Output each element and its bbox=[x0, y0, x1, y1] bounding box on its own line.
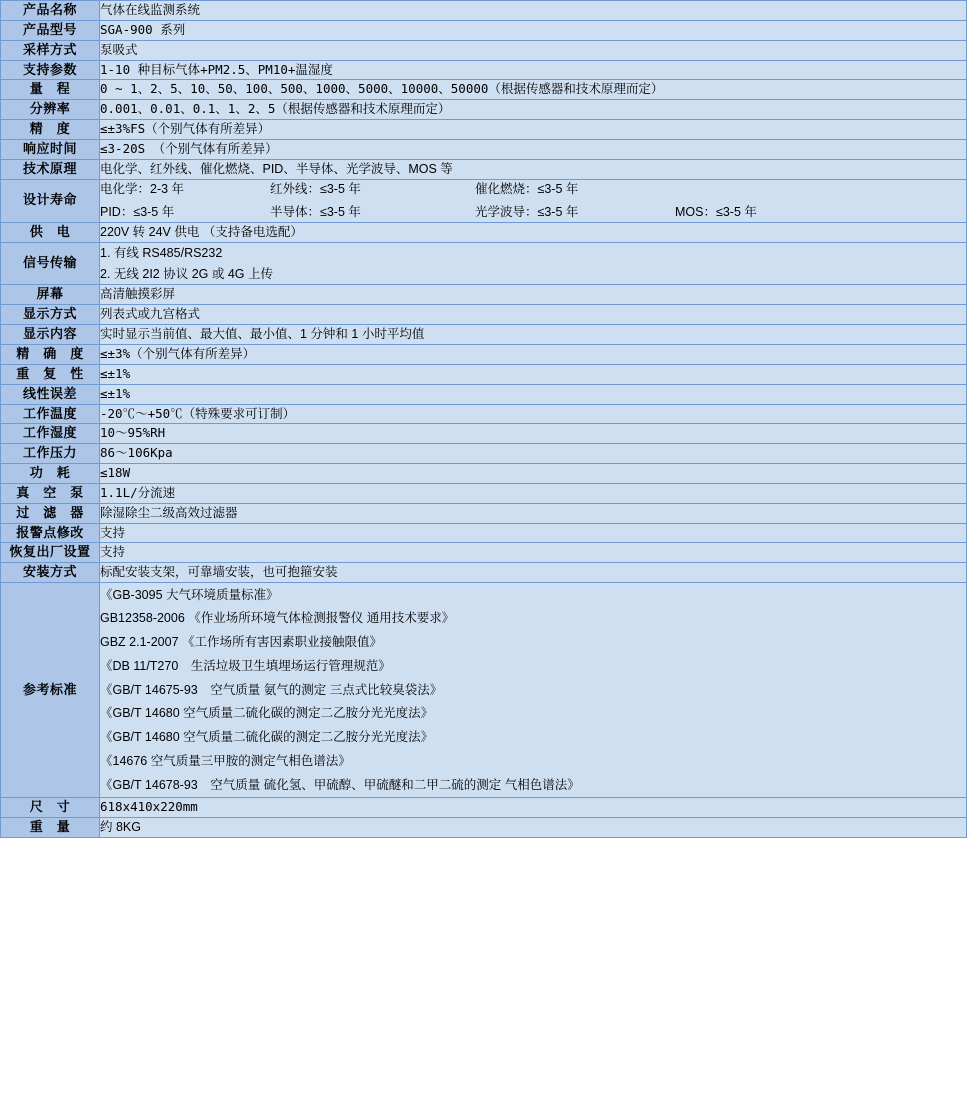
standard-line: 《GB/T 14680 空气质量二硫化碳的测定二乙胺分光光度法》 bbox=[100, 730, 434, 745]
standard-line: 《14676 空气质量三甲胺的测定气相色谱法》 bbox=[100, 753, 351, 768]
row-label: 工作压力 bbox=[1, 444, 100, 464]
standard-line: 《GB/T 14678-93 空气质量 硫化氢、甲硫醇、甲硫醚和二甲二硫的测定 气相色谱法》 bbox=[100, 777, 580, 792]
table-row bbox=[1, 404, 967, 424]
row-value: 10～95%RH bbox=[100, 424, 967, 444]
design-life-grid bbox=[100, 180, 966, 223]
row-label: 重 复 性 bbox=[1, 364, 100, 384]
row-label: 显示内容 bbox=[1, 325, 100, 345]
table-row-design-life bbox=[1, 179, 967, 223]
table-row bbox=[1, 464, 967, 484]
design-life-item: 电化学：2-3 年 bbox=[100, 181, 185, 196]
table-row bbox=[1, 543, 967, 563]
row-label: 重 量 bbox=[1, 817, 100, 837]
table-row bbox=[1, 424, 967, 444]
table-row bbox=[1, 483, 967, 503]
row-value: 支持 bbox=[100, 523, 967, 543]
row-value: 支持 bbox=[100, 543, 967, 563]
row-label: 信号传输 bbox=[1, 242, 100, 285]
standard-line: GB12358-2006 《作业场所环境气体检测报警仪 通用技术要求》 bbox=[100, 611, 455, 626]
row-value bbox=[100, 242, 967, 285]
row-label: 恢复出厂设置 bbox=[1, 543, 100, 563]
row-value: 0.001、0.01、0.1、1、2、5（根据传感器和技术原理而定） bbox=[100, 100, 967, 120]
row-value: 1.1L/分流速 bbox=[100, 483, 967, 503]
row-value: ≤±1% bbox=[100, 384, 967, 404]
row-label: 工作湿度 bbox=[1, 424, 100, 444]
standard-line: GBZ 2.1-2007 《工作场所有害因素职业接触限值》 bbox=[100, 635, 382, 650]
row-label: 精 度 bbox=[1, 120, 100, 140]
design-life-item bbox=[675, 180, 966, 199]
row-label: 功 耗 bbox=[1, 464, 100, 484]
row-label: 尺 寸 bbox=[1, 797, 100, 817]
row-value: 220V 转 24V 供电 （支持备电选配） bbox=[100, 223, 967, 243]
row-value bbox=[100, 179, 967, 223]
design-life-item: 光学波导：≤3-5 年 bbox=[475, 205, 579, 220]
row-value: ≤±3%FS（个别气体有所差异） bbox=[100, 120, 967, 140]
row-label: 线性误差 bbox=[1, 384, 100, 404]
row-label: 参考标准 bbox=[1, 583, 100, 798]
row-label: 报警点修改 bbox=[1, 523, 100, 543]
table-row bbox=[1, 364, 967, 384]
row-value: 86～106Kpa bbox=[100, 444, 967, 464]
table-row bbox=[1, 223, 967, 243]
row-value: ≤18W bbox=[100, 464, 967, 484]
design-life-item: 红外线：≤3-5 年 bbox=[270, 181, 361, 196]
standard-line: 《GB/T 14680 空气质量二硫化碳的测定二乙胺分光光度法》 bbox=[100, 706, 434, 721]
table-row bbox=[1, 444, 967, 464]
row-value: 标配安装支架，可靠墙安装，也可抱箍安装 bbox=[100, 563, 967, 583]
row-value: 实时显示当前值、最大值、最小值、1 分钟和 1 小时平均值 bbox=[100, 325, 967, 345]
row-label: 设计寿命 bbox=[1, 179, 100, 223]
design-life-item: 半导体：≤3-5 年 bbox=[270, 205, 361, 220]
table-row bbox=[1, 305, 967, 325]
row-value: 618x410x220mm bbox=[100, 797, 967, 817]
row-label: 精 确 度 bbox=[1, 344, 100, 364]
standard-line: 《GB/T 14675-93 空气质量 氨气的测定 三点式比较臭袋法》 bbox=[100, 682, 443, 697]
table-row bbox=[1, 285, 967, 305]
row-value bbox=[100, 583, 967, 798]
standard-line: 《DB 11/T270 生活垃圾卫生填埋场运行管理规范》 bbox=[100, 658, 391, 673]
row-value: 约 8KG bbox=[100, 817, 967, 837]
row-value: 1-10 种目标气体+PM2.5、PM10+温湿度 bbox=[100, 60, 967, 80]
signal-line: 2. 无线 2I2 协议 2G 或 4G 上传 bbox=[100, 266, 273, 281]
design-life-item: MOS：≤3-5 年 bbox=[675, 205, 757, 220]
table-row bbox=[1, 20, 967, 40]
table-row bbox=[1, 503, 967, 523]
row-value: ≤3-20S （个别气体有所差异） bbox=[100, 139, 967, 159]
row-label: 屏幕 bbox=[1, 285, 100, 305]
row-value: 高清触摸彩屏 bbox=[100, 285, 967, 305]
table-row bbox=[1, 523, 967, 543]
row-label: 响应时间 bbox=[1, 139, 100, 159]
table-row-standards bbox=[1, 583, 967, 798]
row-value: 气体在线监测系统 bbox=[100, 1, 967, 21]
row-label: 采样方式 bbox=[1, 40, 100, 60]
table-row bbox=[1, 120, 967, 140]
row-value: 0 ~ 1、2、5、10、50、100、500、1000、5000、10000、50000（根据传感器和技术原理而定） bbox=[100, 80, 967, 100]
table-row bbox=[1, 344, 967, 364]
design-life-item: 催化燃烧：≤3-5 年 bbox=[475, 181, 579, 196]
table-row bbox=[1, 1, 967, 21]
row-value: 电化学、红外线、催化燃烧、PID、半导体、光学波导、MOS 等 bbox=[100, 159, 967, 179]
row-label: 产品名称 bbox=[1, 1, 100, 21]
row-label: 供 电 bbox=[1, 223, 100, 243]
standard-line: 《GB-3095 大气环境质量标准》 bbox=[100, 587, 279, 602]
row-value: ≤±1% bbox=[100, 364, 967, 384]
table-row bbox=[1, 325, 967, 345]
row-label: 工作温度 bbox=[1, 404, 100, 424]
row-value: 泵吸式 bbox=[100, 40, 967, 60]
signal-line: 1. 有线 RS485/RS232 bbox=[100, 245, 223, 260]
row-label: 技术原理 bbox=[1, 159, 100, 179]
row-label: 支持参数 bbox=[1, 60, 100, 80]
row-value: 除湿除尘二级高效过滤器 bbox=[100, 503, 967, 523]
row-value: ≤±3%（个别气体有所差异） bbox=[100, 344, 967, 364]
table-row bbox=[1, 40, 967, 60]
table-row bbox=[1, 100, 967, 120]
row-label: 量 程 bbox=[1, 80, 100, 100]
row-label: 产品型号 bbox=[1, 20, 100, 40]
table-row bbox=[1, 80, 967, 100]
row-value: 列表式或九宫格式 bbox=[100, 305, 967, 325]
row-label: 过 滤 器 bbox=[1, 503, 100, 523]
table-row-signal bbox=[1, 242, 967, 285]
table-row bbox=[1, 60, 967, 80]
table-row bbox=[1, 139, 967, 159]
row-value: -20℃～+50℃（特殊要求可订制） bbox=[100, 404, 967, 424]
table-row bbox=[1, 817, 967, 837]
row-label: 真 空 泵 bbox=[1, 483, 100, 503]
row-label: 安装方式 bbox=[1, 563, 100, 583]
row-label: 显示方式 bbox=[1, 305, 100, 325]
table-row bbox=[1, 797, 967, 817]
row-label: 分辨率 bbox=[1, 100, 100, 120]
table-row bbox=[1, 384, 967, 404]
table-row bbox=[1, 159, 967, 179]
row-value: SGA-900 系列 bbox=[100, 20, 967, 40]
table-row bbox=[1, 563, 967, 583]
design-life-item: PID：≤3-5 年 bbox=[100, 205, 175, 220]
